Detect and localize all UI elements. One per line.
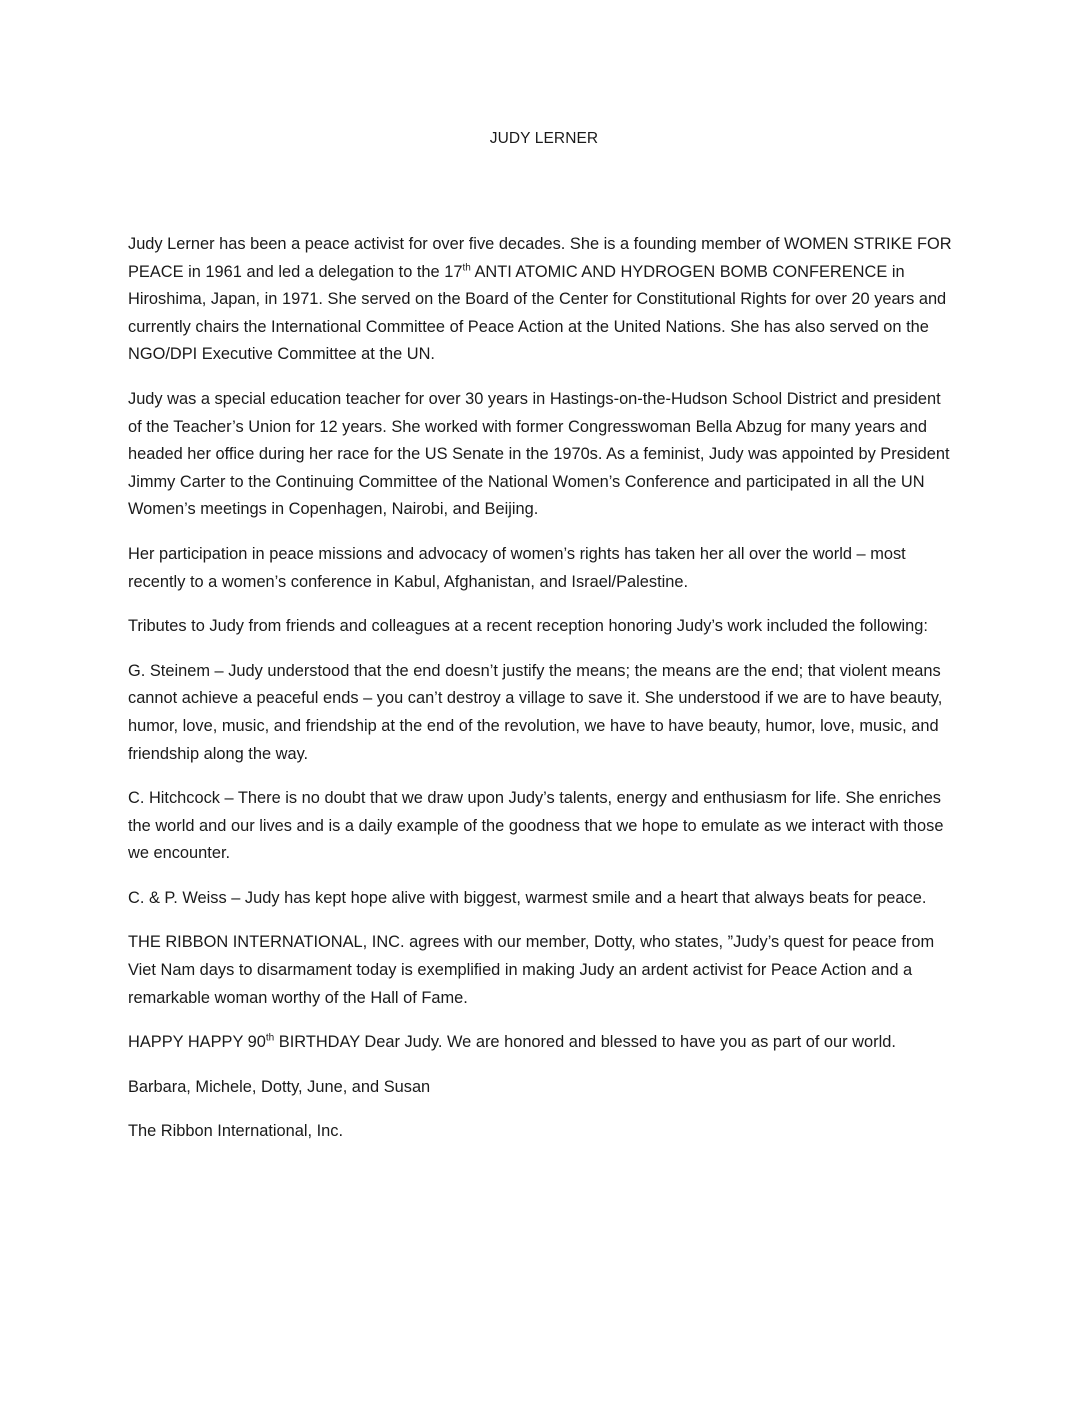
tribute-hitchcock: C. Hitchcock – There is no doubt that we draw upon Judy’s talents, energy and enthusiasm for life. She enriches the world and our lives and is a daily example of the goodness that we hope to emulate as we interact with those we encounter.	[128, 789, 944, 863]
tribute-steinem: G. Steinem – Judy understood that the end doesn’t justify the means; the means are the end; that violent means cannot achieve a peaceful ends – you can’t destroy a village to save it. She understood if we are to have beauty, humor, love, music, and friendship at the end of the revolution, we have to have beauty, humor, love, music, and friendship along the way.	[128, 661, 943, 763]
paragraph-tributes-intro: Tributes to Judy from friends and colleagues at a recent reception honoring Judy’s work included the following:	[128, 617, 928, 636]
paragraph-intro-text-1: Judy Lerner has been a peace activist for over five decades. She is a founding member of WOMEN STRIKE FOR PEACE in 1961 and led a delegation to the 17	[128, 235, 952, 281]
paragraph-intro	[128, 231, 958, 369]
paragraph-career: Judy was a special education teacher for over 30 years in Hastings-on-the-Hudson School District and president of the Teacher’s Union for 12 years. She worked with former Congresswoman Bella Abzug for many years and headed her office during her race for the US Senate in the 1970s. As a feminist, Judy was appointed by President Jimmy Carter to the Continuing Committee of the National Women’s Conference and participated in all the UN Women’s meetings in Copenhagen, Nairobi, and Beijing.	[128, 389, 950, 519]
ordinal-suffix: th	[462, 262, 471, 274]
document-body	[128, 231, 958, 1163]
document-title: JUDY LERNER	[489, 130, 599, 147]
paragraph-missions: Her participation in peace missions and advocacy of women’s rights has taken her all over the world – most recently to a women’s conference in Kabul, Afghanistan, and Israel/Palestine.	[128, 544, 906, 591]
birthday-text-1: HAPPY HAPPY 90	[128, 1033, 266, 1052]
ordinal-suffix: th	[265, 1032, 275, 1044]
paragraph-intro-text-2: ANTI ATOMIC AND HYDROGEN BOMB CONFERENCE in Hiroshima, Japan, in 1971. She served on the Board of the Center for Constitutional Rights for over 20 years and currently chairs the International Committee of Peace Action at the United Nations. She has also served on the NGO/DPI Executive Committee at the UN.	[128, 262, 947, 364]
birthday-text-2: BIRTHDAY Dear Judy. We are honored and blessed to have you as part of our world.	[274, 1033, 896, 1052]
paragraph-birthday	[128, 1029, 958, 1057]
tribute-weiss: C. & P. Weiss – Judy has kept hope alive with biggest, warmest smile and a heart that always beats for peace.	[128, 888, 927, 907]
paragraph-ribbon-statement: THE RIBBON INTERNATIONAL, INC. agrees with our member, Dotty, who states, ”Judy’s quest for peace from Viet Nam days to disarmament today is exemplified in making Judy an ardent activist for Peace Action and a remarkable woman worthy of the Hall of Fame.	[128, 933, 935, 1007]
signature-organization: The Ribbon International, Inc.	[128, 1122, 344, 1141]
signature-names: Barbara, Michele, Dotty, June, and Susan	[128, 1077, 431, 1096]
